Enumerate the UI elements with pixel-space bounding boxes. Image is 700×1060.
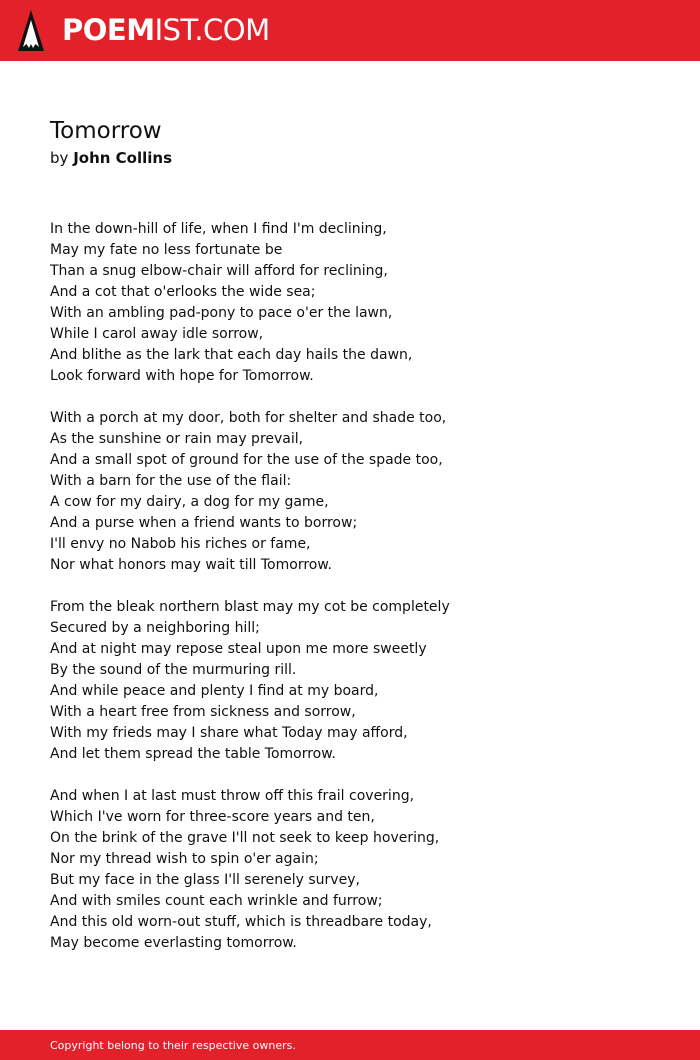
poem-stanza bbox=[50, 408, 670, 576]
poem-line: I'll envy no Nabob his riches or fame, bbox=[50, 536, 311, 552]
poem-line: And blithe as the lark that each day hails the dawn, bbox=[50, 347, 413, 363]
poem-line: And let them spread the table Tomorrow. bbox=[50, 746, 336, 762]
poem-line: With a heart free from sickness and sorrow, bbox=[50, 704, 356, 720]
byline bbox=[50, 148, 172, 169]
poem-line: Look forward with hope for Tomorrow. bbox=[50, 368, 314, 384]
logo-light-text: IST.COM bbox=[154, 13, 270, 47]
poem-line: From the bleak northern blast may my cot be completely bbox=[50, 599, 450, 615]
poem-line: And while peace and plenty I find at my board, bbox=[50, 683, 379, 699]
poem-line: With my frieds may I share what Today may afford, bbox=[50, 725, 408, 741]
poem-line: By the sound of the murmuring rill. bbox=[50, 662, 297, 678]
poem-line: But my face in the glass I'll serenely survey, bbox=[50, 872, 360, 888]
poem-line: And this old worn-out stuff, which is threadbare today, bbox=[50, 914, 432, 930]
poem-line: And when I at last must throw off this frail covering, bbox=[50, 788, 415, 804]
poem-stanza bbox=[50, 786, 670, 954]
author-name: John Collins bbox=[73, 149, 172, 167]
poem-line: As the sunshine or rain may prevail, bbox=[50, 431, 304, 447]
poem-body bbox=[50, 219, 670, 975]
poem-line: On the brink of the grave I'll not seek to keep hovering, bbox=[50, 830, 440, 846]
poem-title: Tomorrow bbox=[50, 118, 162, 144]
poem-line: In the down-hill of life, when I find I'm declining, bbox=[50, 221, 387, 237]
by-label: by bbox=[50, 149, 69, 167]
logo-bold-text: POEM bbox=[62, 13, 155, 47]
pen-nib-icon[interactable] bbox=[17, 9, 45, 53]
poem-line: Which I've worn for three-score years and ten, bbox=[50, 809, 375, 825]
poem-line: While I carol away idle sorrow, bbox=[50, 326, 264, 342]
poem-line: With a porch at my door, both for shelter and shade too, bbox=[50, 410, 447, 426]
poem-line: And a cot that o'erlooks the wide sea; bbox=[50, 284, 316, 300]
poem-line: Secured by a neighboring hill; bbox=[50, 620, 260, 636]
poem-line: A cow for my dairy, a dog for my game, bbox=[50, 494, 329, 510]
copyright-text: Copyright belong to their respective owners. bbox=[50, 1039, 296, 1052]
poem-stanza bbox=[50, 597, 670, 765]
poem-line: Nor my thread wish to spin o'er again; bbox=[50, 851, 319, 867]
poem-line: And a purse when a friend wants to borrow; bbox=[50, 515, 358, 531]
poem-line: May become everlasting tomorrow. bbox=[50, 935, 297, 951]
site-logo[interactable] bbox=[62, 12, 270, 48]
poem-line: With a barn for the use of the flail: bbox=[50, 473, 292, 489]
poem-line: Nor what honors may wait till Tomorrow. bbox=[50, 557, 332, 573]
poem-line: May my fate no less fortunate be bbox=[50, 242, 283, 258]
poem-line: With an ambling pad-pony to pace o'er the lawn, bbox=[50, 305, 393, 321]
poem-line: Than a snug elbow-chair will afford for reclining, bbox=[50, 263, 388, 279]
poem-line: And a small spot of ground for the use of the spade too, bbox=[50, 452, 443, 468]
site-header bbox=[0, 0, 700, 61]
poem-line: And with smiles count each wrinkle and furrow; bbox=[50, 893, 383, 909]
site-footer bbox=[0, 1030, 700, 1060]
poem-line: And at night may repose steal upon me more sweetly bbox=[50, 641, 427, 657]
poem-stanza bbox=[50, 219, 670, 387]
